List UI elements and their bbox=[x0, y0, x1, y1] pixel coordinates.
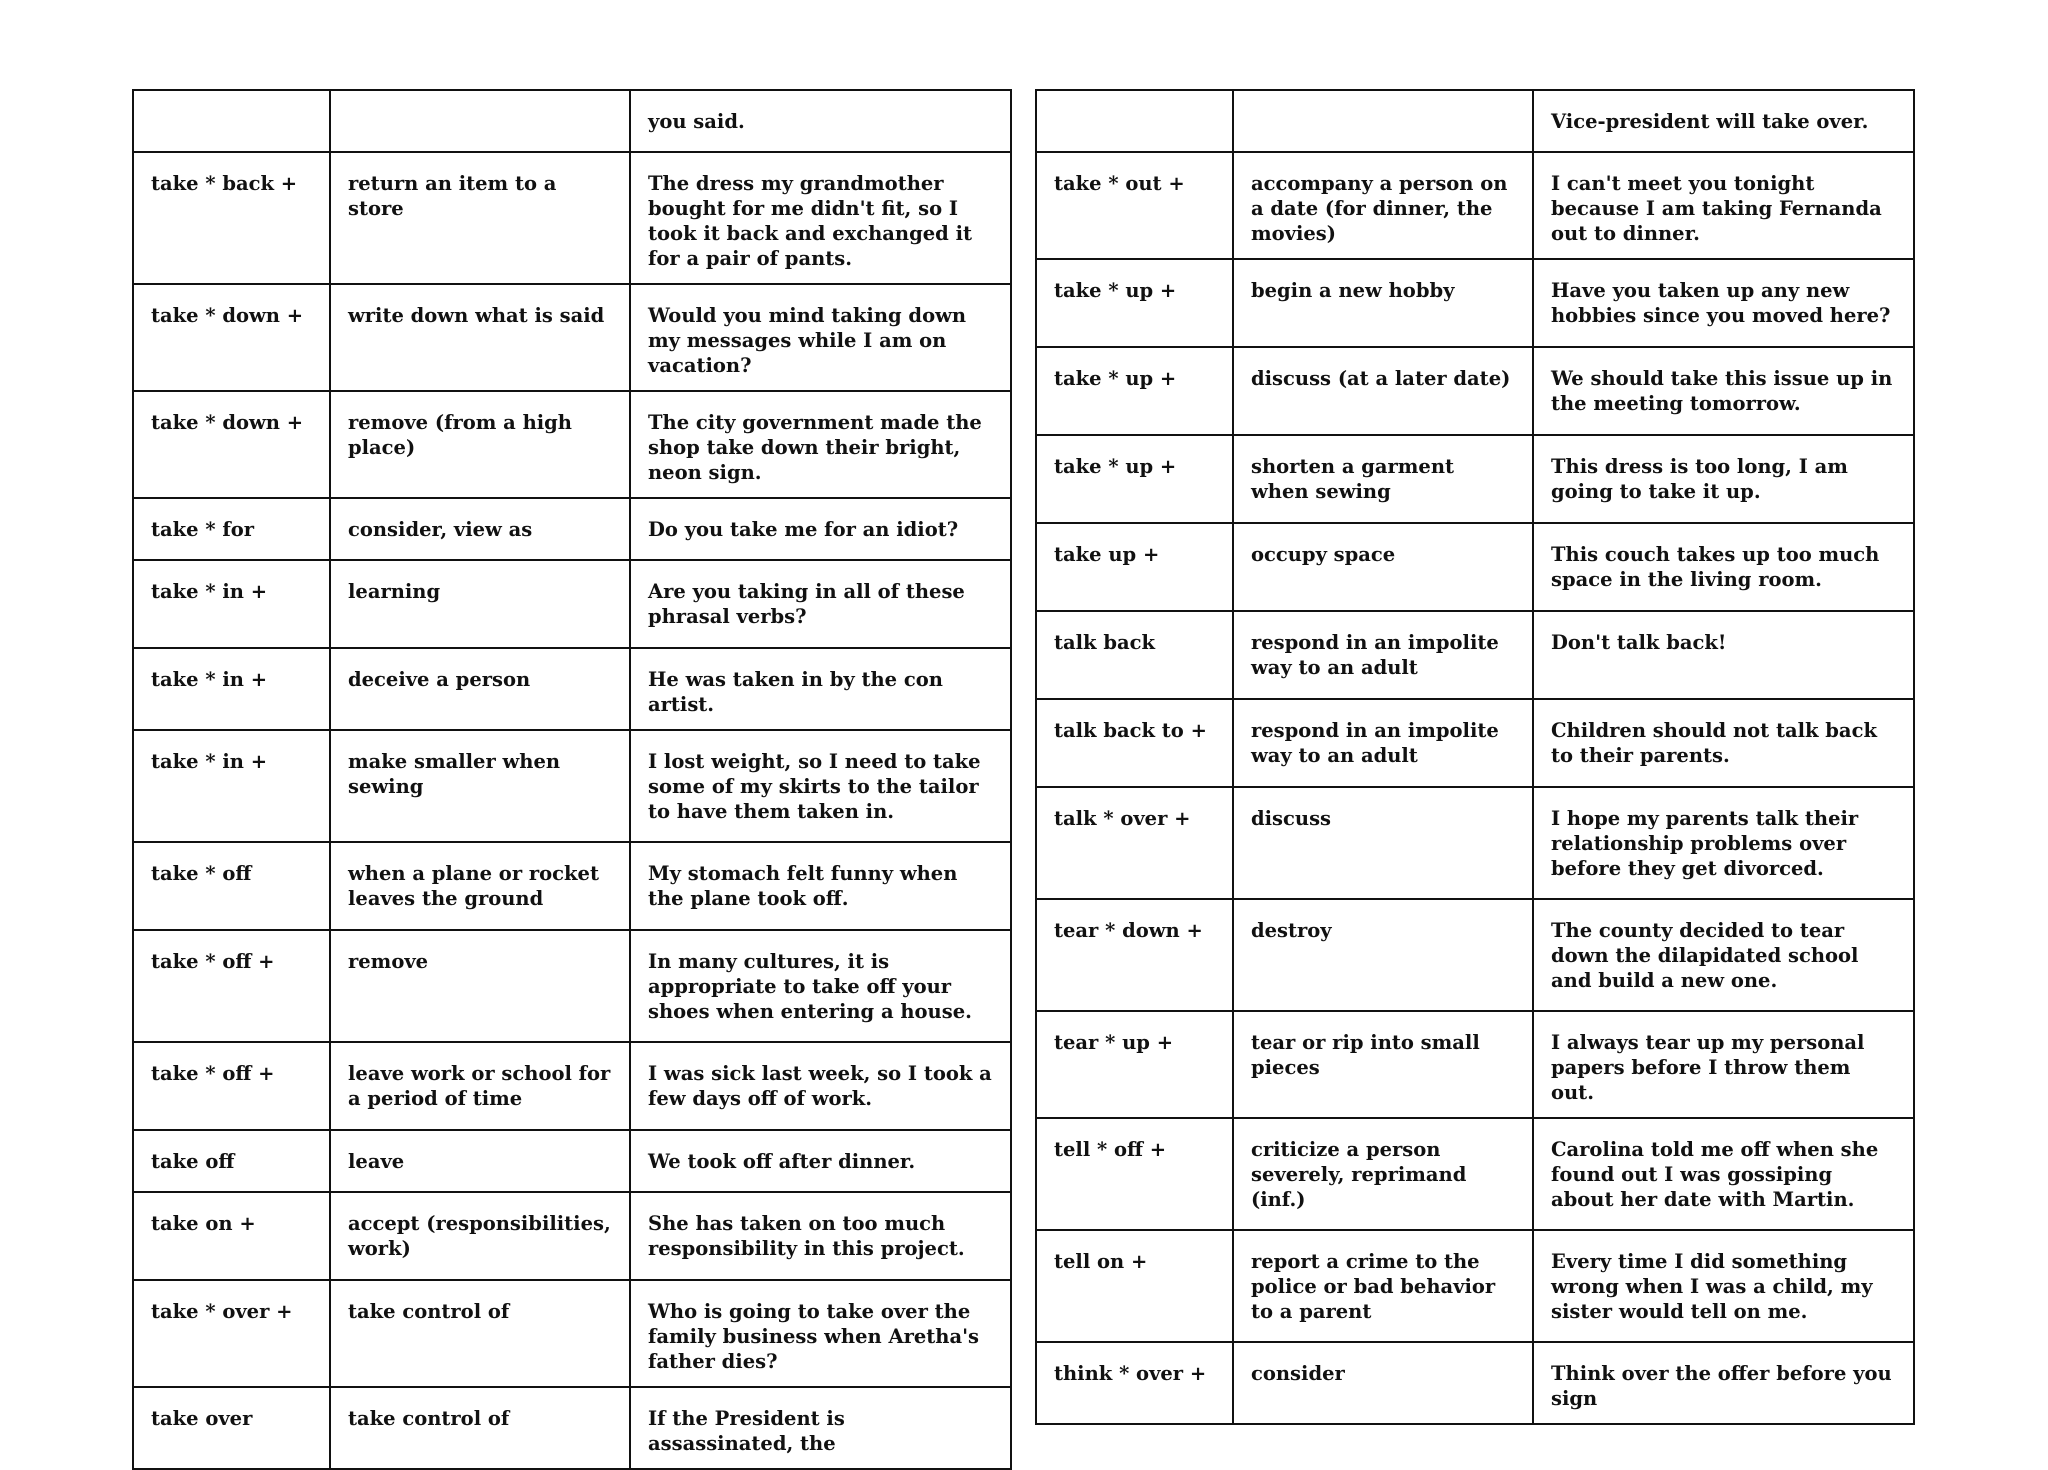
example-cell: Vice-president will take over. bbox=[1533, 90, 1914, 152]
example-cell: Do you take me for an idiot? bbox=[630, 498, 1011, 560]
table-row bbox=[1036, 435, 1914, 523]
table-row bbox=[133, 930, 1011, 1042]
phrasal-verb-cell: take * up + bbox=[1036, 435, 1233, 523]
meaning-cell: tear or rip into small pieces bbox=[1233, 1011, 1533, 1118]
meaning-cell: remove (from a high place) bbox=[330, 391, 630, 498]
example-cell: Have you taken up any new hobbies since you moved here? bbox=[1533, 259, 1914, 347]
phrasal-verb-cell: take * back + bbox=[133, 152, 330, 284]
table-row bbox=[133, 1192, 1011, 1280]
table-row bbox=[133, 1280, 1011, 1387]
phrasal-verb-cell bbox=[1036, 90, 1233, 152]
meaning-cell: report a crime to the police or bad behavior to a parent bbox=[1233, 1230, 1533, 1342]
example-cell: He was taken in by the con artist. bbox=[630, 648, 1011, 730]
phrasal-verb-cell: take * for bbox=[133, 498, 330, 560]
table-row bbox=[133, 842, 1011, 930]
phrasal-verb-cell: take * in + bbox=[133, 560, 330, 648]
table-row bbox=[1036, 90, 1914, 152]
table-row bbox=[1036, 899, 1914, 1011]
phrasal-verb-cell: take * over + bbox=[133, 1280, 330, 1387]
example-cell: I can't meet you tonight because I am taking Fernanda out to dinner. bbox=[1533, 152, 1914, 259]
example-cell: Don't talk back! bbox=[1533, 611, 1914, 699]
meaning-cell bbox=[1233, 90, 1533, 152]
example-cell: I hope my parents talk their relationship problems over before they get divorced. bbox=[1533, 787, 1914, 899]
table-row bbox=[1036, 611, 1914, 699]
table-row bbox=[133, 391, 1011, 498]
example-cell: Would you mind taking down my messages while I am on vacation? bbox=[630, 284, 1011, 391]
example-cell: The city government made the shop take down their bright, neon sign. bbox=[630, 391, 1011, 498]
example-cell: She has taken on too much responsibility in this project. bbox=[630, 1192, 1011, 1280]
example-cell: If the President is assassinated, the bbox=[630, 1387, 1011, 1469]
table-row bbox=[1036, 1230, 1914, 1342]
phrasal-verb-cell: think * over + bbox=[1036, 1342, 1233, 1424]
meaning-cell: learning bbox=[330, 560, 630, 648]
meaning-cell: criticize a person severely, reprimand (inf.) bbox=[1233, 1118, 1533, 1230]
phrasal-verb-cell: take * up + bbox=[1036, 347, 1233, 435]
example-cell: The dress my grandmother bought for me didn't fit, so I took it back and exchanged it for a pair of pants. bbox=[630, 152, 1011, 284]
table-row bbox=[133, 648, 1011, 730]
phrasal-verb-cell: take * down + bbox=[133, 284, 330, 391]
table-row bbox=[133, 560, 1011, 648]
example-cell: The county decided to tear down the dilapidated school and build a new one. bbox=[1533, 899, 1914, 1011]
meaning-cell: destroy bbox=[1233, 899, 1533, 1011]
table-row bbox=[1036, 1118, 1914, 1230]
phrasal-verb-cell: take * off + bbox=[133, 930, 330, 1042]
example-cell: Who is going to take over the family business when Aretha's father dies? bbox=[630, 1280, 1011, 1387]
meaning-cell: respond in an impolite way to an adult bbox=[1233, 611, 1533, 699]
phrasal-verb-cell: tear * down + bbox=[1036, 899, 1233, 1011]
example-cell: This couch takes up too much space in the living room. bbox=[1533, 523, 1914, 611]
phrasal-verb-cell: take over bbox=[133, 1387, 330, 1469]
table-row bbox=[133, 730, 1011, 842]
table-row bbox=[1036, 699, 1914, 787]
example-cell: This dress is too long, I am going to take it up. bbox=[1533, 435, 1914, 523]
phrasal-verb-cell: take * up + bbox=[1036, 259, 1233, 347]
phrasal-verb-cell: talk back bbox=[1036, 611, 1233, 699]
meaning-cell: consider, view as bbox=[330, 498, 630, 560]
meaning-cell: take control of bbox=[330, 1387, 630, 1469]
table-row bbox=[133, 90, 1011, 152]
meaning-cell: consider bbox=[1233, 1342, 1533, 1424]
meaning-cell: discuss bbox=[1233, 787, 1533, 899]
table-row bbox=[133, 1042, 1011, 1130]
table-row bbox=[133, 152, 1011, 284]
meaning-cell: return an item to a store bbox=[330, 152, 630, 284]
example-cell: Children should not talk back to their parents. bbox=[1533, 699, 1914, 787]
phrasal-verbs-table-right bbox=[1035, 89, 1915, 1425]
example-cell: I lost weight, so I need to take some of my skirts to the tailor to have them taken in. bbox=[630, 730, 1011, 842]
example-cell: We should take this issue up in the meeting tomorrow. bbox=[1533, 347, 1914, 435]
meaning-cell: respond in an impolite way to an adult bbox=[1233, 699, 1533, 787]
table-row bbox=[133, 1387, 1011, 1469]
phrasal-verb-cell: talk back to + bbox=[1036, 699, 1233, 787]
table-row bbox=[1036, 1342, 1914, 1424]
meaning-cell: shorten a garment when sewing bbox=[1233, 435, 1533, 523]
example-cell: I always tear up my personal papers before I throw them out. bbox=[1533, 1011, 1914, 1118]
meaning-cell: when a plane or rocket leaves the ground bbox=[330, 842, 630, 930]
phrasal-verb-cell: take * off bbox=[133, 842, 330, 930]
example-cell: Carolina told me off when she found out I was gossiping about her date with Martin. bbox=[1533, 1118, 1914, 1230]
meaning-cell: accept (responsibilities, work) bbox=[330, 1192, 630, 1280]
meaning-cell: leave work or school for a period of time bbox=[330, 1042, 630, 1130]
table-row bbox=[1036, 1011, 1914, 1118]
phrasal-verb-cell: tell on + bbox=[1036, 1230, 1233, 1342]
phrasal-verb-cell: take * in + bbox=[133, 648, 330, 730]
meaning-cell: deceive a person bbox=[330, 648, 630, 730]
example-cell: My stomach felt funny when the plane took off. bbox=[630, 842, 1011, 930]
phrasal-verb-cell: take up + bbox=[1036, 523, 1233, 611]
table-row bbox=[133, 498, 1011, 560]
example-cell: We took off after dinner. bbox=[630, 1130, 1011, 1192]
phrasal-verb-cell: take off bbox=[133, 1130, 330, 1192]
phrasal-verb-cell: take on + bbox=[133, 1192, 330, 1280]
phrasal-verb-cell: take * down + bbox=[133, 391, 330, 498]
meaning-cell: begin a new hobby bbox=[1233, 259, 1533, 347]
table-row bbox=[1036, 787, 1914, 899]
meaning-cell: remove bbox=[330, 930, 630, 1042]
phrasal-verb-cell: take * off + bbox=[133, 1042, 330, 1130]
table-row bbox=[1036, 347, 1914, 435]
phrasal-verb-cell: take * in + bbox=[133, 730, 330, 842]
phrasal-verb-cell bbox=[133, 90, 330, 152]
meaning-cell: make smaller when sewing bbox=[330, 730, 630, 842]
table-row bbox=[133, 1130, 1011, 1192]
meaning-cell: leave bbox=[330, 1130, 630, 1192]
phrasal-verb-cell: talk * over + bbox=[1036, 787, 1233, 899]
table-row bbox=[133, 284, 1011, 391]
example-cell: I was sick last week, so I took a few days off of work. bbox=[630, 1042, 1011, 1130]
meaning-cell: occupy space bbox=[1233, 523, 1533, 611]
example-cell: you said. bbox=[630, 90, 1011, 152]
table-row bbox=[1036, 259, 1914, 347]
meaning-cell: discuss (at a later date) bbox=[1233, 347, 1533, 435]
phrasal-verbs-table-left bbox=[132, 89, 1012, 1470]
example-cell: Are you taking in all of these phrasal verbs? bbox=[630, 560, 1011, 648]
table-row bbox=[1036, 523, 1914, 611]
table-row bbox=[1036, 152, 1914, 259]
meaning-cell bbox=[330, 90, 630, 152]
example-cell: Every time I did something wrong when I was a child, my sister would tell on me. bbox=[1533, 1230, 1914, 1342]
example-cell: Think over the offer before you sign bbox=[1533, 1342, 1914, 1424]
meaning-cell: take control of bbox=[330, 1280, 630, 1387]
example-cell: In many cultures, it is appropriate to take off your shoes when entering a house. bbox=[630, 930, 1011, 1042]
phrasal-verb-cell: take * out + bbox=[1036, 152, 1233, 259]
meaning-cell: write down what is said bbox=[330, 284, 630, 391]
phrasal-verb-cell: tear * up + bbox=[1036, 1011, 1233, 1118]
phrasal-verb-cell: tell * off + bbox=[1036, 1118, 1233, 1230]
meaning-cell: accompany a person on a date (for dinner, the movies) bbox=[1233, 152, 1533, 259]
